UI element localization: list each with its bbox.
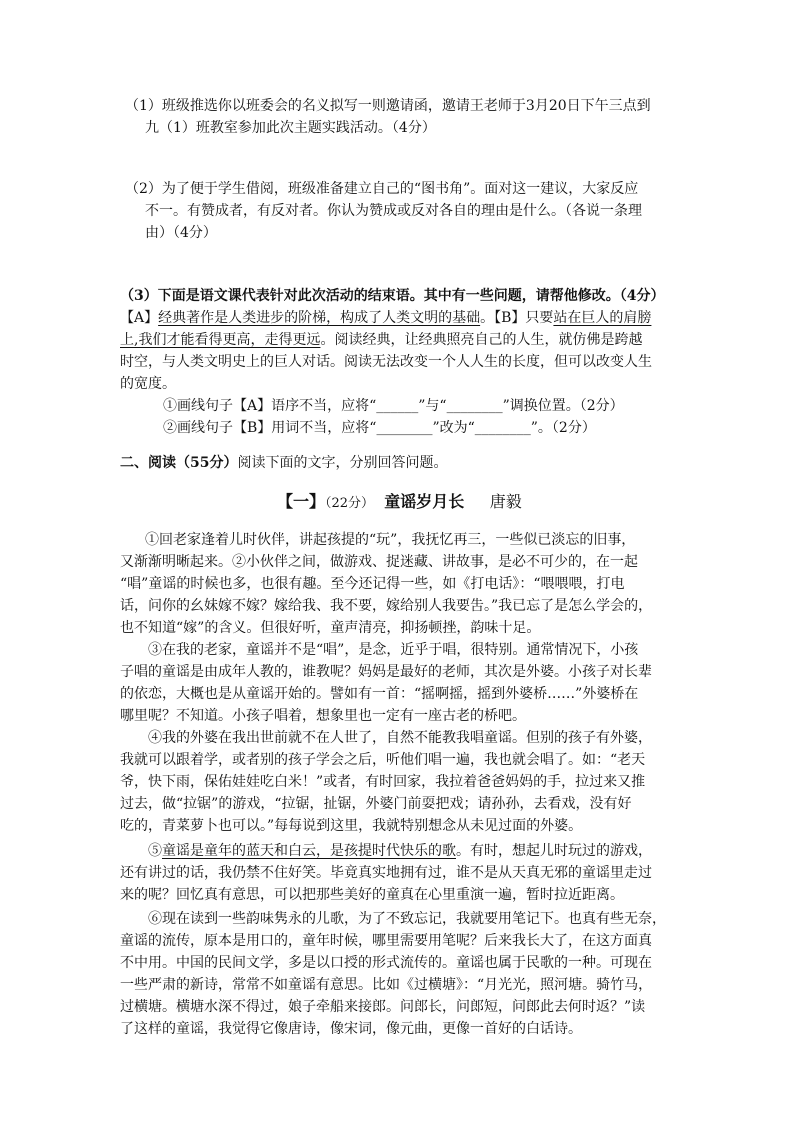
p4-line-4: 过去，做“拉锯”的游戏，“拉锯，扯锯，外婆门前耍把戏；请孙孙，去看戏，没有好 <box>120 796 632 812</box>
p5-line1-rest: 。有时，想起儿时玩过的游戏， <box>456 843 652 859</box>
p6-line-6: 了这样的童谣，我觉得它像唐诗，像宋词，像元曲，更像一首好的白话诗。 <box>120 1021 582 1037</box>
p1-line-3: “唱”童谣的时候也多，也很有趣。至今还记得一些，如《打电话》：“喂喂喂，打电 <box>120 576 625 592</box>
p5-number: ⑤ <box>148 843 162 859</box>
article-author: 唐毅 <box>489 492 522 511</box>
q3-para-line-3: 时空，与人类文明史上的巨人对话。阅读无法改变一个人人生的长度，但可以改变人生 <box>120 354 652 370</box>
section-2-heading-instruction: 阅读下面的文字，分别回答问题。 <box>237 455 448 471</box>
p1-line-2: 又渐渐明晰起来。②小伙伴之间，做游戏、捉迷藏、讲故事，是必不可少的，在一起 <box>120 554 638 570</box>
q3-sentence-a-underlined: 经典著作是人类进步的阶梯，构成了人类文明的基础 <box>158 310 481 326</box>
q3-mark-a: 【A】 <box>120 310 159 326</box>
p6-line-5: 过横塘。横塘水深不得过，娘子牵船来接郎。问郎长，问郎短，问郎此去何时返？”读 <box>120 999 646 1015</box>
q2-line-2: 不一。有赞成者，有反对者。你认为赞成或反对各自的理由是什么。（各说一条理 <box>145 203 642 219</box>
p1-line-1: ①回老家逢着儿时伙伴，讲起孩提的“玩”，我抚忆再三，一些似已淡忘的旧事， <box>145 532 636 548</box>
q3-para-line-1 <box>120 307 651 329</box>
q3-line2-rest: 。阅读经典，让经典照亮自己的人生，就仿佛是跨越 <box>320 332 643 348</box>
p6-line-1: ⑥现在读到一些韵味隽永的儿歌，为了不致忘记，我就要用笔记下。也真有些无奈， <box>148 911 666 927</box>
q1-line-1: （1）班级推选你以班委会的名义拟写一则邀请函，邀请王老师于3月20日下午三点到 <box>125 98 651 114</box>
p5-line-2: 还有讲过的话，我仍禁不住好笑。毕竟真实地拥有过，谁不是从天真无邪的童谣里走过 <box>120 865 652 881</box>
p5-line-1 <box>148 840 652 862</box>
p1-line-5: 也不知道“嫁”的含义。但很好听，童声清亮，抑扬顿挫，韵味十足。 <box>120 620 541 636</box>
q3-title: （3）下面是语文课代表针对此次活动的结束语。其中有一些问题，请帮他修改。（4分） <box>120 288 665 304</box>
q3-sentence-b-underlined-part1: 站在巨人的肩膀 <box>553 310 652 326</box>
p3-line-4: 哪里呢？不知道。小孩子唱着，想象里也一定有一座古老的桥吧。 <box>120 708 526 724</box>
q3-line1-rest: 。【B】只要 <box>480 310 554 326</box>
p4-line-3: 爷，快下雨，保佑娃娃吃白米！”或者，有时回家，我拉着爸爸妈妈的手，拉过来又推 <box>120 774 646 790</box>
p3-line-1: ③在我的老家，童谣并不是“唱”，是念，近乎于唱，很特别。通常情况下，小孩 <box>148 642 639 658</box>
p6-line-2: 童谣的流传，原本是用口的，童年时候，哪里需要用笔呢？后来我长大了，在这方面真 <box>120 933 652 949</box>
q3-para-line-2 <box>120 329 642 351</box>
p3-line-2: 子唱的童谣是由成年人教的，谁教呢？妈妈是最好的老师，其次是外婆。小孩子对长辈 <box>120 664 652 680</box>
p6-line-3: 不中用。中国的民间文学，多是以口授的形式流传的。童谣也属于民歌的一种。可现在 <box>120 955 652 971</box>
p3-line-3: 的依恋，大概也是从童谣开始的。譬如有一首：“摇啊摇，摇到外婆桥……”外婆桥在 <box>120 686 639 702</box>
article-mark: 【一】 <box>277 492 326 511</box>
p5-underlined-sentence: 童谣是童年的蓝天和白云，是孩提时代快乐的歌 <box>162 843 456 859</box>
q3-sub-question-2: ②画线句子【B】用词不当，应将“________”改为“________”。（2分） <box>163 420 596 436</box>
q3-sub-question-1: ①画线句子【A】语序不当，应将“______”与“________”调换位置。（2分） <box>163 398 624 414</box>
section-2-heading-label: 二、阅读（55分） <box>120 455 238 471</box>
p4-line-2: 我就可以跟着学，或者别的孩子学会之后，听他们唱一遍，我也就会唱了。如：“老天 <box>120 752 646 768</box>
q3-sentence-b-underlined-part2: 上,我们才能看得更高，走得更远 <box>120 332 321 348</box>
article-score: （22分） <box>325 496 375 511</box>
p6-line-4: 一些严肃的新诗，常常不如童谣有意思。比如《过横塘》：“月光光，照河塘。骑竹马， <box>120 977 653 993</box>
article-title-line <box>277 491 522 515</box>
q2-line-1: （2）为了便于学生借阅，班级准备建立自己的“图书角”。面对这一建议，大家反应 <box>125 181 639 197</box>
q2-line-3: 由）（4分） <box>145 225 217 241</box>
article-title: 童谣岁月长 <box>384 492 465 511</box>
p5-line-3: 来的呢？回忆真有意思，可以把那些美好的童真在心里重演一遍，暂时拉近距离。 <box>120 887 624 903</box>
p4-line-5: 吃的，青菜萝卜也可以。”每每说到这里，我就特别想念从未见过面的外婆。 <box>120 818 583 834</box>
q3-para-line-4: 的宽度。 <box>120 376 176 392</box>
p1-line-4: 话，问你的幺妹嫁不嫁？嫁给我、我不要，嫁给别人我要吿。”我已忘了是怎么学会的， <box>120 598 653 614</box>
p4-line-1: ④我的外婆在我出世前就不在人世了，自然不能教我唱童谣。但别的孩子有外婆， <box>148 730 652 746</box>
q1-line-2: 九（1）班教室参加此次主题实践活动。（4分） <box>145 120 436 136</box>
section-2-heading <box>120 452 447 474</box>
